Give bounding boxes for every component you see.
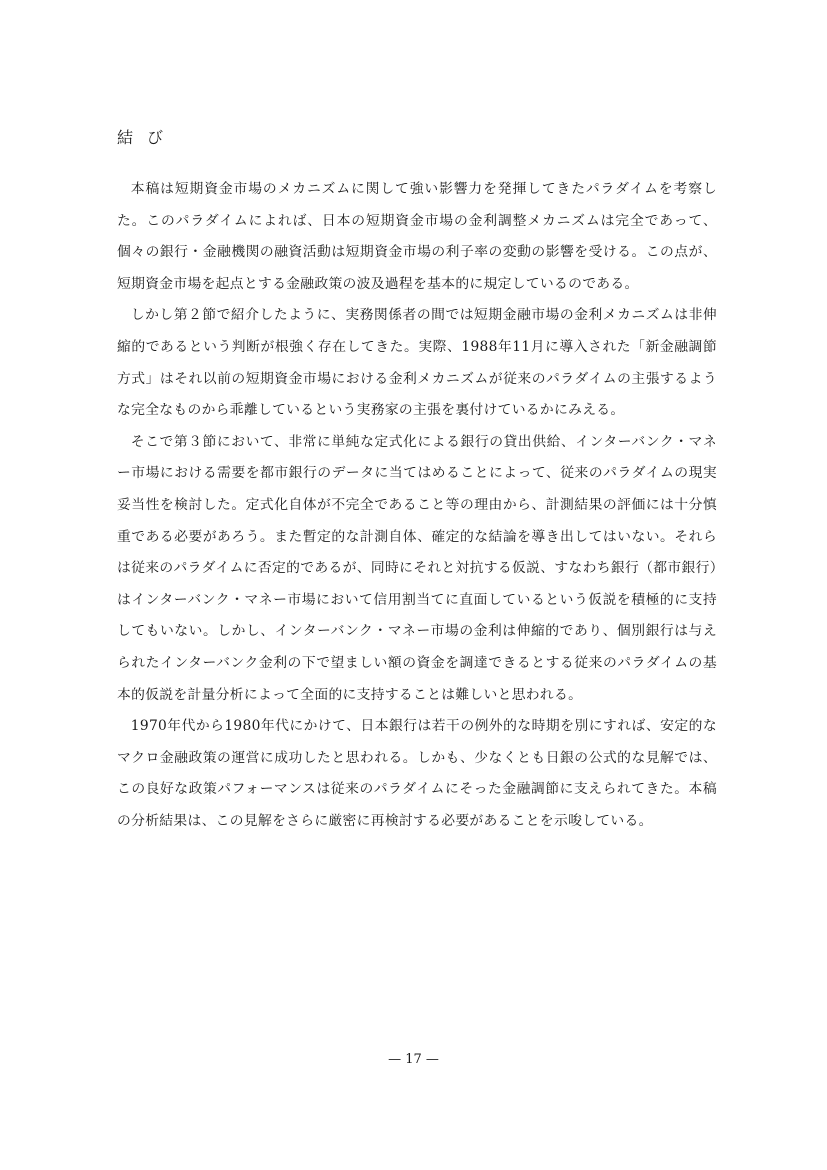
paragraph: 本稿は短期資金市場のメカニズムに関して強い影響力を発揮してきたパラダイムを考察した。このパラダイムによれば、日本の短期資金市場の金利調整メカニズムは完全であって、個々の銀行・金融機関の融資活動は短期資金市場の利子率の変動の影響を受ける。この点が、短期資金市場を起点とする金融政策の波及過程を基本的に規定しているのである。 <box>117 181 717 292</box>
section-title: 結び <box>117 128 178 147</box>
body-text <box>117 174 717 837</box>
paragraph: そこで第３節において、非常に単純な定式化による銀行の貸出供給、インターバンク・マネー市場における需要を都市銀行のデータに当てはめることによって、従来のパラダイムの現実妥当性を検討した。定式化自体が不完全であること等の理由から、計測結果の評価には十分慎重である必要があろう。また暫定的な計測自体、確定的な結論を導き出してはいない。それらは従来のパラダイムに否定的であるが、同時にそれと対抗する仮説、すなわち銀行（都市銀行）はインターバンク・マネー市場において信用割当てに直面しているという仮説を積極的に支持してもいない。しかし、インターバンク・マネー市場の金利は伸縮的であり、個別銀行は与えられたインターバンク金利の下で望ましい額の資金を調達できるとする従来のパラダイムの基本的仮説を計量分析によって全面的に支持することは難しいと思われる。 <box>117 433 717 703</box>
paragraph: しかし第２節で紹介したように、実務関係者の間では短期金融市場の金利メカニズムは非伸縮的であるという判断が根強く存在してきた。実際、1988年11月に導入された「新金融調節方式」はそれ以前の短期資金市場における金利メカニズムが従来のパラダイムの主張するような完全なものから乖離しているという実務家の主張を裏付けているかにみえる。 <box>117 307 717 419</box>
page-number: — 17 — <box>388 1052 439 1067</box>
paragraph: 1970年代から1980年代にかけて、日本銀行は若干の例外的な時期を別にすれば、安定的なマクロ金融政策の運営に成功したと思われる。しかも、少なくとも日銀の公式的な見解では、この良好な政策パフォーマンスは従来のパラダイムにそった金融調節に支えられてきた。本稿の分析結果は、この見解をさらに厳密に再検討する必要があることを示唆している。 <box>117 718 717 829</box>
